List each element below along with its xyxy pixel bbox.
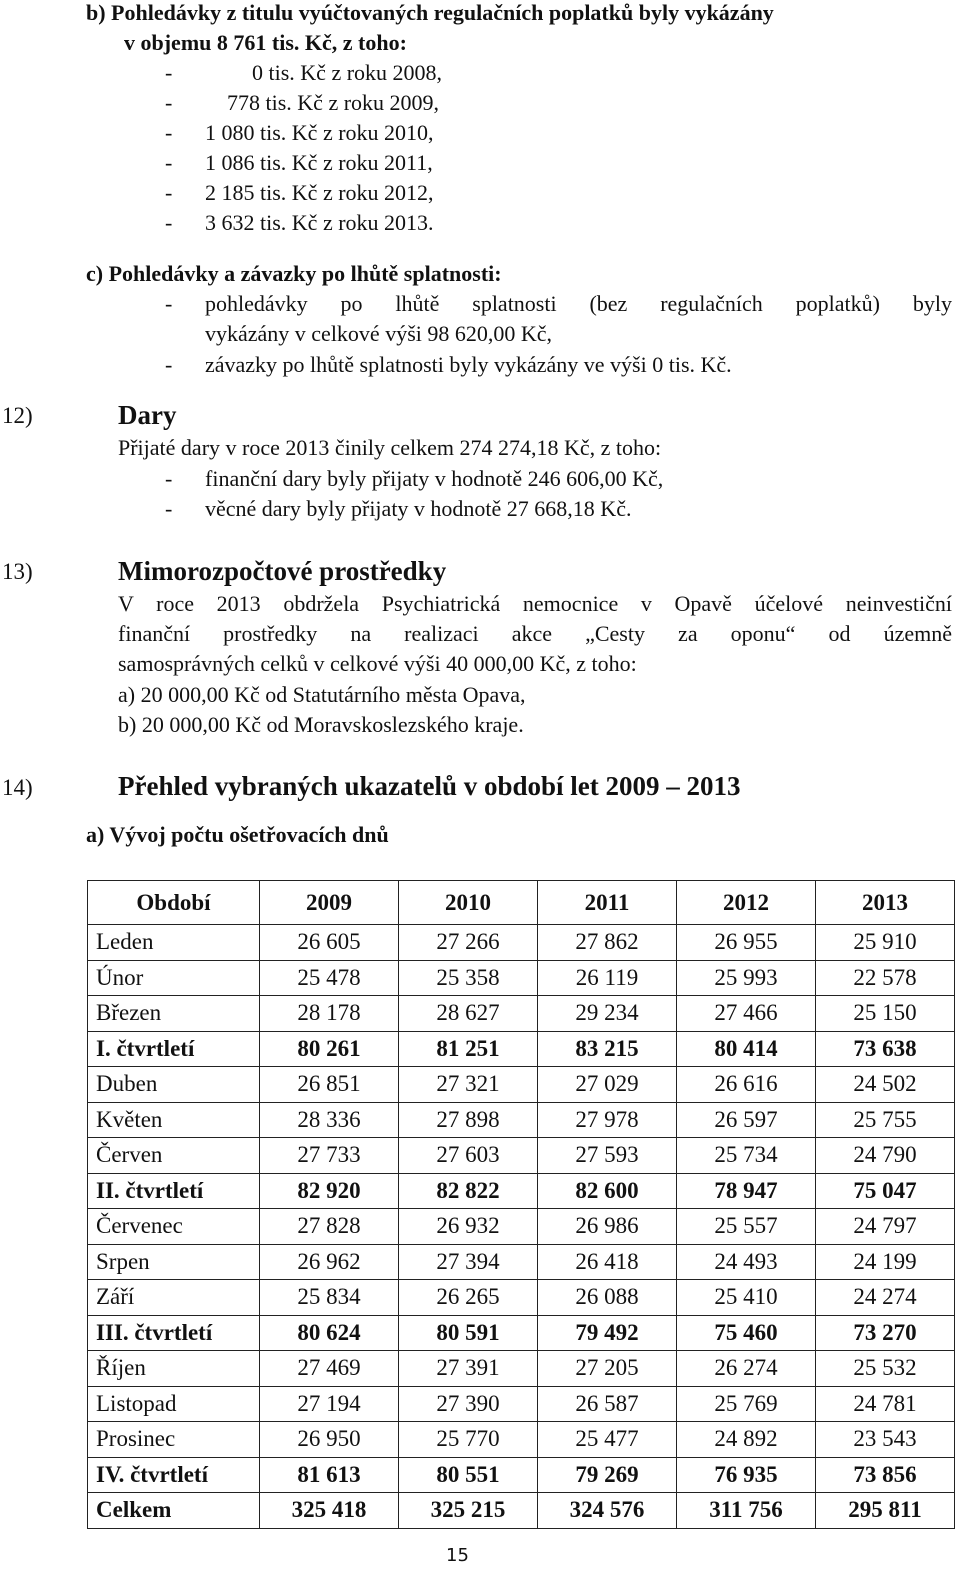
- section-c-item2: závazky po lhůtě splatnosti byly vykázány ve výši 0 tis. Kč.: [205, 352, 732, 377]
- table-cell: 79 492: [538, 1315, 677, 1351]
- table-cell: 25 150: [816, 996, 955, 1032]
- table-cell: 25 557: [677, 1209, 816, 1245]
- table-cell: 29 234: [538, 996, 677, 1032]
- table-cell: 81 251: [399, 1031, 538, 1067]
- row-label: Prosinec: [88, 1422, 260, 1458]
- list-dash: -: [165, 496, 173, 521]
- table-cell: 24 797: [816, 1209, 955, 1245]
- table-cell: 25 734: [677, 1138, 816, 1174]
- table-row: [88, 1067, 955, 1103]
- table-cell: 73 270: [816, 1315, 955, 1351]
- row-label: Září: [88, 1280, 260, 1316]
- table-cell: 25 993: [677, 960, 816, 996]
- column-header-year: 2010: [399, 881, 538, 925]
- section-c-heading: c) Pohledávky a závazky po lhůtě splatnosti:: [86, 261, 502, 286]
- table-cell: 25 478: [260, 960, 399, 996]
- table-row: [88, 1493, 955, 1529]
- table-cell: 24 781: [816, 1386, 955, 1422]
- row-label: Únor: [88, 960, 260, 996]
- row-label: Srpen: [88, 1244, 260, 1280]
- row-label: III. čtvrtletí: [88, 1315, 260, 1351]
- table-row: [88, 1386, 955, 1422]
- table-row: [88, 996, 955, 1032]
- table-cell: 83 215: [538, 1031, 677, 1067]
- row-label: Červenec: [88, 1209, 260, 1245]
- table-row: [88, 1422, 955, 1458]
- table-row: [88, 1315, 955, 1351]
- table-cell: 24 892: [677, 1422, 816, 1458]
- table-cell: 25 769: [677, 1386, 816, 1422]
- table-cell: 26 587: [538, 1386, 677, 1422]
- section-13-line1: V roce 2013 obdržela Psychiatrická nemocnice v Opavě účelové neinvestiční: [118, 591, 952, 616]
- table-cell: 27 603: [399, 1138, 538, 1174]
- table-row: [88, 1102, 955, 1138]
- column-header-year: 2012: [677, 881, 816, 925]
- table-cell: 27 194: [260, 1386, 399, 1422]
- table-cell: 27 733: [260, 1138, 399, 1174]
- row-label: Duben: [88, 1067, 260, 1103]
- section-12-item2: věcné dary byly přijaty v hodnotě 27 668,18 Kč.: [205, 496, 632, 521]
- table-cell: 26 950: [260, 1422, 399, 1458]
- list-dash: -: [165, 466, 173, 491]
- table-cell: 75 047: [816, 1173, 955, 1209]
- table-cell: 80 624: [260, 1315, 399, 1351]
- column-header-year: 2011: [538, 881, 677, 925]
- list-item: 778 tis. Kč z roku 2009,: [227, 90, 440, 115]
- table-cell: 295 811: [816, 1493, 955, 1529]
- table-cell: 26 274: [677, 1351, 816, 1387]
- table-cell: 25 358: [399, 960, 538, 996]
- table-cell: 27 266: [399, 925, 538, 961]
- table-cell: 82 822: [399, 1173, 538, 1209]
- table-cell: 26 962: [260, 1244, 399, 1280]
- row-label: Leden: [88, 925, 260, 961]
- section-12-number: 12): [2, 403, 33, 428]
- list-item: 3 632 tis. Kč z roku 2013.: [205, 210, 434, 235]
- table-body: [88, 925, 955, 1529]
- table-row: [88, 960, 955, 996]
- table-cell: 25 477: [538, 1422, 677, 1458]
- list-item: 1 086 tis. Kč z roku 2011,: [205, 150, 433, 175]
- table-cell: 27 862: [538, 925, 677, 961]
- table-cell: 26 605: [260, 925, 399, 961]
- row-label: II. čtvrtletí: [88, 1173, 260, 1209]
- table-cell: 27 828: [260, 1209, 399, 1245]
- section-12-item1: finanční dary byly přijaty v hodnotě 246 606,00 Kč,: [205, 466, 664, 491]
- section-14-subtitle: a) Vývoj počtu ošetřovacích dnů: [86, 822, 389, 847]
- table-cell: 27 469: [260, 1351, 399, 1387]
- table-cell: 28 627: [399, 996, 538, 1032]
- list-item: 2 185 tis. Kč z roku 2012,: [205, 180, 434, 205]
- table-cell: 25 770: [399, 1422, 538, 1458]
- table-cell: 27 466: [677, 996, 816, 1032]
- section-b-line2: v objemu 8 761 tis. Kč, z toho:: [124, 30, 407, 55]
- page-number: 15: [446, 1545, 469, 1566]
- row-label: Listopad: [88, 1386, 260, 1422]
- table-cell: 24 274: [816, 1280, 955, 1316]
- section-13-number: 13): [2, 559, 33, 584]
- section-12-title: Dary: [118, 400, 177, 430]
- section-13-item-b: b) 20 000,00 Kč od Moravskoslezského kraje.: [118, 712, 524, 737]
- table-cell: 27 390: [399, 1386, 538, 1422]
- table-row: [88, 1244, 955, 1280]
- table-header-row: [88, 881, 955, 925]
- row-label: I. čtvrtletí: [88, 1031, 260, 1067]
- table-cell: 24 502: [816, 1067, 955, 1103]
- table-cell: 27 391: [399, 1351, 538, 1387]
- table-cell: 78 947: [677, 1173, 816, 1209]
- section-c-item1-line1: pohledávky po lhůtě splatnosti (bez regulačních poplatků) byly: [205, 291, 952, 316]
- list-item: 1 080 tis. Kč z roku 2010,: [205, 120, 434, 145]
- table-cell: 26 265: [399, 1280, 538, 1316]
- row-label: IV. čtvrtletí: [88, 1457, 260, 1493]
- table-cell: 26 932: [399, 1209, 538, 1245]
- table-cell: 79 269: [538, 1457, 677, 1493]
- table-cell: 26 955: [677, 925, 816, 961]
- table-cell: 28 336: [260, 1102, 399, 1138]
- list-dash: -: [165, 90, 173, 115]
- section-13-line3: samosprávných celků v celkové výši 40 000,00 Kč, z toho:: [118, 651, 637, 676]
- section-13-title: Mimorozpočtové prostředky: [118, 556, 447, 586]
- section-13-line2: finanční prostředky na realizaci akce „Cesty za oponu“ od územně: [118, 621, 952, 646]
- list-dash: -: [165, 120, 173, 145]
- table-cell: 27 394: [399, 1244, 538, 1280]
- table-cell: 80 261: [260, 1031, 399, 1067]
- list-dash: -: [165, 60, 173, 85]
- table-cell: 26 597: [677, 1102, 816, 1138]
- table-cell: 25 834: [260, 1280, 399, 1316]
- row-label: Říjen: [88, 1351, 260, 1387]
- table-cell: 80 591: [399, 1315, 538, 1351]
- table-row: [88, 1031, 955, 1067]
- table-cell: 76 935: [677, 1457, 816, 1493]
- section-12-intro: Přijaté dary v roce 2013 činily celkem 274 274,18 Kč, z toho:: [118, 435, 662, 460]
- list-dash: -: [165, 291, 173, 316]
- section-b-line1: b) Pohledávky z titulu vyúčtovaných regulačních poplatků byly vykázány: [86, 0, 774, 25]
- table-cell: 26 851: [260, 1067, 399, 1103]
- table-cell: 82 600: [538, 1173, 677, 1209]
- table-row: [88, 1173, 955, 1209]
- table-cell: 82 920: [260, 1173, 399, 1209]
- list-dash: -: [165, 352, 173, 377]
- table-cell: 26 088: [538, 1280, 677, 1316]
- table-cell: 311 756: [677, 1493, 816, 1529]
- table-row: [88, 1351, 955, 1387]
- table-row: [88, 1138, 955, 1174]
- list-item: 0 tis. Kč z roku 2008,: [252, 60, 443, 85]
- row-label: Květen: [88, 1102, 260, 1138]
- column-header-year: 2013: [816, 881, 955, 925]
- table-cell: 81 613: [260, 1457, 399, 1493]
- table-cell: 26 119: [538, 960, 677, 996]
- column-header-period: Období: [88, 881, 260, 925]
- nursing-days-table: [87, 880, 955, 1529]
- table-cell: 27 029: [538, 1067, 677, 1103]
- table-cell: 24 199: [816, 1244, 955, 1280]
- section-c-item1-line2: vykázány v celkové výši 98 620,00 Kč,: [205, 321, 553, 346]
- list-dash: -: [165, 150, 173, 175]
- table-cell: 24 790: [816, 1138, 955, 1174]
- table-cell: 25 410: [677, 1280, 816, 1316]
- table-cell: 22 578: [816, 960, 955, 996]
- column-header-year: 2009: [260, 881, 399, 925]
- table-cell: 325 418: [260, 1493, 399, 1529]
- table-cell: 27 978: [538, 1102, 677, 1138]
- table-cell: 25 532: [816, 1351, 955, 1387]
- table-cell: 324 576: [538, 1493, 677, 1529]
- table-cell: 27 898: [399, 1102, 538, 1138]
- list-dash: -: [165, 180, 173, 205]
- table-cell: 80 551: [399, 1457, 538, 1493]
- table-cell: 26 616: [677, 1067, 816, 1103]
- section-13-item-a: a) 20 000,00 Kč od Statutárního města Opava,: [118, 682, 526, 707]
- table-cell: 73 638: [816, 1031, 955, 1067]
- table-cell: 28 178: [260, 996, 399, 1032]
- section-14-number: 14): [2, 775, 33, 800]
- table-cell: 24 493: [677, 1244, 816, 1280]
- row-label: Březen: [88, 996, 260, 1032]
- row-label: Červen: [88, 1138, 260, 1174]
- section-14-title: Přehled vybraných ukazatelů v období let 2009 – 2013: [118, 771, 741, 801]
- table-cell: 27 205: [538, 1351, 677, 1387]
- table-row: [88, 1209, 955, 1245]
- list-dash: -: [165, 210, 173, 235]
- table-cell: 73 856: [816, 1457, 955, 1493]
- table-cell: 23 543: [816, 1422, 955, 1458]
- row-label: Celkem: [88, 1493, 260, 1529]
- table-cell: 26 986: [538, 1209, 677, 1245]
- table-row: [88, 1457, 955, 1493]
- table-row: [88, 1280, 955, 1316]
- table-cell: 27 593: [538, 1138, 677, 1174]
- table-cell: 25 755: [816, 1102, 955, 1138]
- table-cell: 27 321: [399, 1067, 538, 1103]
- table-cell: 25 910: [816, 925, 955, 961]
- table-cell: 75 460: [677, 1315, 816, 1351]
- table-cell: 325 215: [399, 1493, 538, 1529]
- table-cell: 26 418: [538, 1244, 677, 1280]
- table-cell: 80 414: [677, 1031, 816, 1067]
- table-row: [88, 925, 955, 961]
